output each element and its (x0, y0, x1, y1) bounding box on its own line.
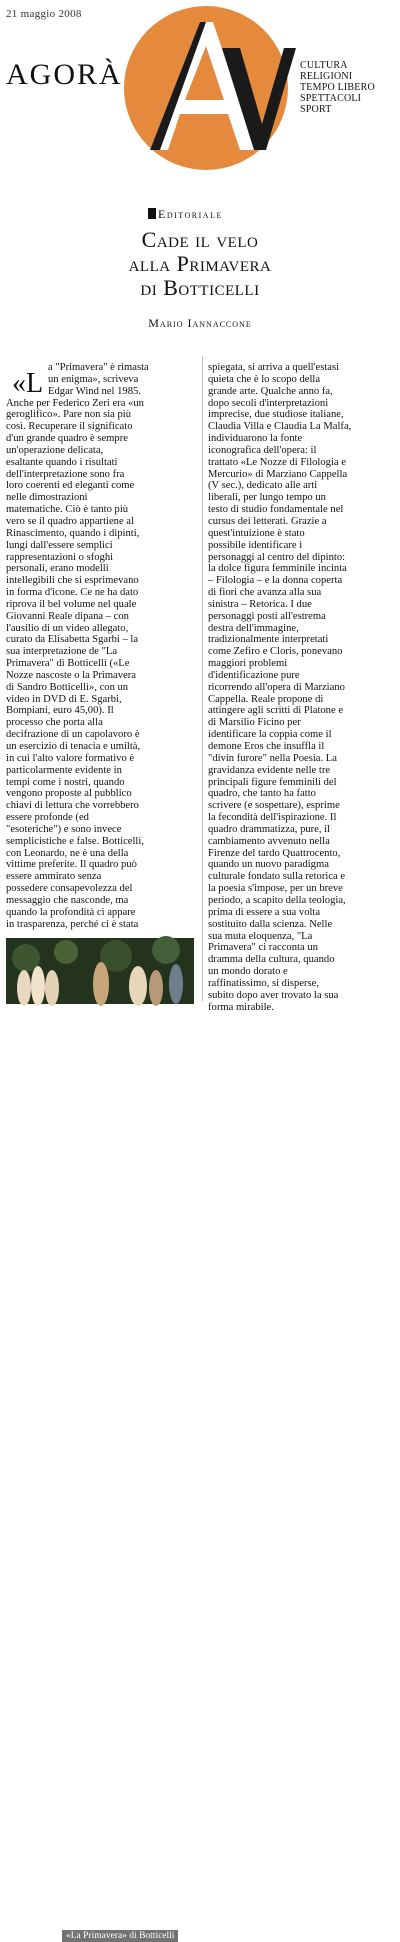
text-line: un esercizio di tenacia e umiltà, (6, 741, 141, 752)
text-line: semplicistiche e false. Botticelli, (6, 835, 144, 847)
article-column-left (6, 362, 196, 931)
text-line: un mondo dorato e (208, 966, 288, 978)
text-line: Claudia Villa e Claudia La Malfa, (208, 421, 352, 433)
text-line: sinistra – Retorica. I due (208, 598, 312, 610)
text-line: prima di essere a sua volta (208, 906, 321, 918)
text-line: "divin furore" nella Poesia. La (208, 752, 337, 764)
text-line: testo di studio fondamentale nel (208, 504, 344, 516)
text-line: vittime preferite. Il quadro può (6, 859, 137, 871)
article-column-right (208, 362, 398, 1013)
text-line: la dolce figura femminile incinta (208, 563, 347, 575)
article-photo (6, 938, 194, 1941)
text-line: vengono proposte al pubblico (6, 788, 132, 800)
text-line: un'operazione delicata, (6, 444, 104, 456)
text-line: periodo, a scapito della teologia, (208, 894, 346, 906)
text-line: trattato «Le Nozze di Filologia e (208, 456, 346, 468)
text-line: imprecise, due studiose italiane, (208, 409, 344, 421)
text-line: – Filologia – e la donna coperta (208, 575, 343, 587)
kicker-label: Editoriale (158, 207, 223, 221)
text-line: Edgar Wind nel 1985. (48, 385, 141, 397)
text-line: iconografica dell'opera: il (208, 444, 317, 456)
text-line: Mercurio» di Marziano Cappella (208, 468, 348, 480)
text-line: quest'intuizione è stato (208, 527, 305, 539)
text-line: Giovanni Reale dipana – con (6, 610, 129, 622)
text-line: sostituito dalla scienza. Nelle (208, 918, 333, 930)
text-line: decifrazione di un capolavoro è (6, 729, 140, 741)
text-line: tradizionalmente interpretati (208, 634, 329, 646)
text-line: attingere agli scritti di Platone e (208, 705, 344, 717)
text-line: Cappella. Reale propone di (208, 693, 324, 705)
text-line: Nozze nascoste o la Primavera (6, 669, 137, 681)
text-line: demone Eros che insuffla il (208, 741, 325, 752)
text-line: chiavi di lettura che vorrebbero (6, 800, 139, 812)
text-line: di Marsilio Ficino per (208, 717, 301, 729)
issue-date: 21 maggio 2008 (6, 8, 82, 20)
text-line: lungi dall'essere semplici (6, 539, 113, 551)
text-line: un enigma», scriveva (48, 373, 139, 385)
text-line: geroglifico». Pare non sia più (6, 409, 132, 421)
text-line: in cui l'alto valore formativo è (6, 752, 135, 764)
text-line: cursus dei letterati. Grazie a (208, 515, 327, 527)
text-line: Primavera" ci racconta un (208, 942, 318, 954)
text-line: come Zefiro e Cloris, ponevano (208, 646, 343, 658)
text-line: loro coerenti ed eleganti come (6, 480, 135, 492)
section-list (300, 60, 375, 115)
text-line: Rinascimento, quando i dipinti, (6, 527, 140, 539)
text-line: Bompiani, euro 45,00). Il (6, 705, 114, 717)
text-line: vero se il quadro appartiene al (6, 515, 134, 527)
text-line: gravidanza evidente nelle tre (208, 764, 331, 776)
article-kicker (148, 207, 223, 222)
text-line: matematiche. Ciò è tanto più (6, 504, 129, 516)
section-item: TEMPO LIBERO (300, 82, 375, 93)
text-line: esaltante quando i risultati (6, 456, 118, 468)
text-line: ricorrendo all'opera di Marziano (208, 681, 345, 693)
text-line: Firenze del tardo Quattrocento, (208, 847, 341, 859)
headline-line: di Botticelli (140, 275, 260, 300)
section-item: RELIGIONI (300, 71, 353, 82)
text-line: nelle dimostrazioni (6, 492, 88, 504)
text-line: Primavera" di Botticelli («Le (6, 658, 130, 670)
text-line: Anche per Federico Zeri era «un (6, 397, 144, 409)
headline-line: alla Primavera (128, 251, 272, 276)
text-line: possedere consapevolezza del (6, 883, 133, 895)
text-line: essere ammirato senza (6, 871, 102, 883)
text-line: messaggio che nasconde, ma (6, 894, 129, 906)
article-headline (0, 228, 400, 300)
text-line: di Sandro Botticelli», con un (6, 681, 129, 693)
text-line: raffinatissimo, si disperse, (208, 977, 320, 989)
text-line: di fiori che avanza alla sua (208, 587, 322, 599)
text-line: maggiori problemi (208, 658, 288, 670)
text-line: scrivere (e sospettare), esprime (208, 800, 340, 812)
text-line: l'ausilio di un video allegato, (6, 622, 129, 634)
text-line: a "Primavera" è rimasta (48, 362, 149, 373)
text-line: principali figure femminili del (208, 776, 337, 788)
text-line: particolarmente evidente in (6, 764, 122, 776)
masthead-title: AGORÀ (6, 58, 123, 91)
text-line: rappresentazioni o sfoghi (6, 551, 114, 563)
text-line: identificare la coppia come il (208, 729, 332, 741)
text-line: tempi come i nostri, quando (6, 776, 125, 788)
text-line: culturale fondato sulla retorica e (208, 871, 346, 883)
text-line: subito dopo aver trovato la sua (208, 989, 339, 1001)
kicker-block-icon (148, 208, 156, 219)
text-line: (V sec.), dedicato alle arti (208, 480, 318, 492)
text-line: liberali, per lungo tempo un (208, 492, 326, 504)
text-line: riprova il bel volume nel quale (6, 598, 137, 610)
text-line: dramma della cultura, quando (208, 954, 335, 966)
text-line: cambiamento avvenuto nella (208, 835, 330, 847)
text-line: così. Recuperare il significato (6, 421, 133, 433)
text-line: in trasparenza, perché ci è stata (6, 918, 139, 930)
text-line: con Leonardo, ne è una della (6, 847, 129, 859)
text-line: forma mirabile. (208, 1001, 274, 1013)
text-line: dell'interpretazione sono fra (6, 468, 125, 480)
text-line: personaggi al centro del dipinto: (208, 551, 346, 563)
text-line: video in DVD di E. Sgarbi, (6, 693, 122, 705)
text-line: d'identificazione pure (208, 669, 300, 681)
text-line: personali, erano modelli (6, 563, 109, 575)
text-line: "esoteriche") e sono invece (6, 823, 122, 835)
text-line: possibile identificare i (208, 539, 303, 551)
text-line: individuarono la fonte (208, 433, 303, 445)
text-line: d'un grande quadro è sempre (6, 433, 128, 445)
headline-line: Cade il velo (141, 227, 259, 252)
text-line: in forma d'icone. Ce ne ha dato (6, 587, 139, 599)
section-item: CULTURA (300, 60, 348, 71)
text-line: dopo secoli d'interpretazioni (208, 397, 329, 409)
column-divider (202, 356, 203, 1001)
text-line: sua muta eloquenza, "La (208, 930, 313, 942)
text-line: intellegibili che si esprimevano (6, 575, 139, 587)
text-line: quieta che è lo scopo della (208, 373, 321, 385)
section-item: SPETTACOLI (300, 93, 362, 104)
text-line: la fecondità dell'ispirazione. Il (208, 812, 337, 824)
text-line: quando un nuovo paradigma (208, 859, 329, 871)
text-line: la poesia s'impose, per un breve (208, 883, 343, 895)
section-item: SPORT (300, 104, 332, 115)
text-line: quando la profondità ci appare (6, 906, 136, 918)
text-line: quadro, che tanto ha fatto (208, 788, 316, 800)
text-line: curato da Elisabetta Sgarbi – la (6, 634, 139, 646)
text-line: sua interpretazione de "La (6, 646, 118, 658)
text-line: personaggi posti all'estrema (208, 610, 326, 622)
photo-caption: «La Primavera» di Botticelli (62, 1930, 178, 1942)
text-line: destra dell'immagine, (208, 622, 299, 634)
text-line: processo che porta alla (6, 717, 103, 729)
article-author: Mario Iannaccone (148, 316, 252, 330)
primavera-painting-image (6, 938, 194, 1004)
text-line: quadro drammatizza, pure, il (208, 823, 331, 835)
text-line: spiegata, si arriva a quell'estasi (208, 362, 340, 373)
text-line: essere profonde (ed (6, 812, 89, 824)
drop-cap: «L (12, 368, 44, 399)
text-line: grande arte. Qualche anno fa, (208, 385, 333, 397)
